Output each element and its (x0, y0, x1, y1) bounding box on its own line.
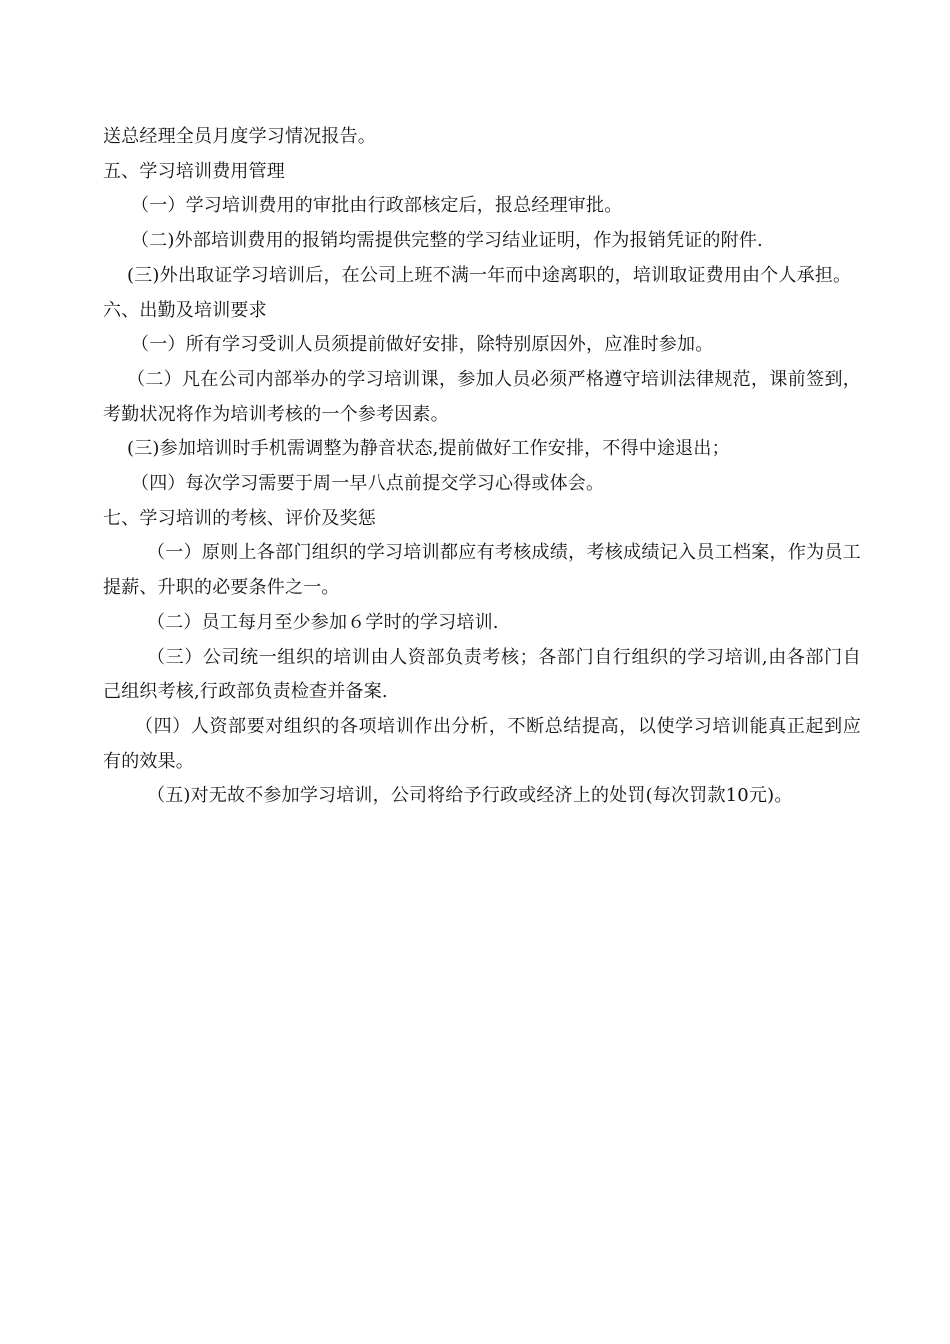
section-heading-attendance: 六、出勤及培训要求 (103, 299, 267, 321)
paragraph-report-continuation: 送总经理全员月度学习情况报告。 (103, 126, 376, 147)
paragraph-training-analysis: （四）人资部要对组织的各项培训作出分析，不断总结提高，以使学习培训能真正起到应有的效果。 (103, 715, 861, 772)
paragraph-assessment-responsibility: （三）公司统一组织的培训由人资部负责考核；各部门自行组织的学习培训,由各部门自己组织考核,行政部负责检查并备案. (103, 646, 861, 703)
paragraph-internal-training-rules: （二）凡在公司内部举办的学习培训课，参加人员必须严格遵守培训法律规范，课前签到，考勤状况将作为培训考核的一个参考因素。 (103, 368, 861, 425)
paragraph-monthly-hours: （二）员工每月至少参加６学时的学习培训. (147, 611, 499, 633)
paragraph-absence-penalty: （五)对无故不参加学习培训，公司将给予行政或经济上的处罚(每次罚款10元)。 (147, 785, 793, 807)
paragraph-certification-refund: (三)外出取证学习培训后，在公司上班不满一年而中途离职的，培训取证费用由个人承担。 (127, 264, 852, 286)
section-heading-training-costs: 五、学习培训费用管理 (103, 160, 285, 182)
paragraph-external-reimbursement: （二)外部培训费用的报销均需提供完整的学习结业证明，作为报销凭证的附件. (131, 230, 763, 252)
paragraph-phone-silent: (三)参加培训时手机需调整为静音状态,提前做好工作安排，不得中途退出； (127, 438, 730, 460)
paragraph-cost-approval: （一）学习培训费用的审批由行政部核定后，报总经理审批。 (131, 195, 623, 217)
paragraph-assessment-records: （一）原则上各部门组织的学习培训都应有考核成绩，考核成绩记入员工档案，作为员工提薪、升职的必要条件之一。 (103, 542, 861, 599)
paragraph-punctuality: （一）所有学习受训人员须提前做好安排，除特别原因外，应准时参加。 (131, 334, 714, 356)
document-body (103, 120, 861, 814)
section-heading-assessment: 七、学习培训的考核、评价及奖惩 (103, 507, 376, 529)
paragraph-weekly-reflection: （四）每次学习需要于周一早八点前提交学习心得或体会。 (131, 473, 605, 495)
